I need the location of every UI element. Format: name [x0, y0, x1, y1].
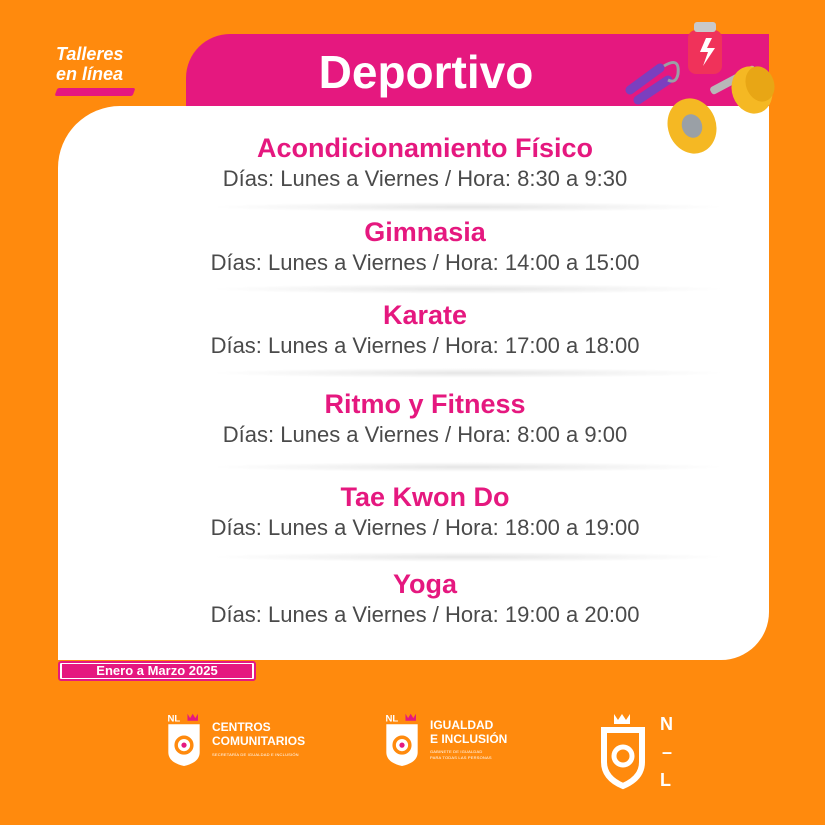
igualdad-inclusion-logo [382, 712, 507, 766]
water-bottle-icon [688, 22, 722, 74]
separator [208, 552, 728, 562]
logo-line-1: CENTROS [212, 720, 271, 734]
class-schedule: Días: Lunes a Viernes / Hora: 17:00 a 18:00 [210, 333, 640, 358]
list-item [58, 299, 792, 361]
list-item [58, 132, 792, 194]
logo-nl: NL [385, 713, 399, 725]
list-item [58, 568, 792, 630]
class-schedule: Días: Lunes a Viernes / Hora: 18:00 a 19:00 [210, 515, 640, 540]
class-schedule: Días: Lunes a Viernes / Hora: 19:00 a 20:00 [210, 602, 640, 627]
class-name: Karate [382, 300, 468, 330]
separator [208, 202, 728, 212]
logo-subtitle: GABINETE DE IGUALDAD [430, 748, 483, 754]
logo-line-2: E INCLUSIÓN [430, 731, 508, 746]
list-item [58, 388, 792, 450]
page-title: Deportivo [318, 46, 534, 98]
class-schedule: Días: Lunes a Viernes / Hora: 8:00 a 9:00 [222, 422, 628, 447]
centros-comunitarios-logo [164, 712, 305, 766]
shield-icon [164, 712, 204, 766]
nl-letter-n: N [660, 714, 673, 734]
logo-line-1: IGUALDAD [430, 717, 494, 732]
separator [208, 284, 728, 294]
separator [208, 368, 728, 378]
shield-icon [382, 712, 422, 766]
list-item [58, 216, 792, 278]
brand-line-2: en línea [56, 64, 124, 84]
separator [208, 462, 728, 472]
brand-underline [55, 88, 136, 96]
logo-nl: NL [167, 713, 181, 725]
class-name: Gimnasia [364, 217, 486, 247]
period-label: Enero a Marzo 2025 [62, 664, 252, 678]
brand-line-1: Talleres [56, 44, 124, 64]
hand-grip-icon [630, 62, 678, 100]
class-schedule: Días: Lunes a Viernes / Hora: 14:00 a 15:00 [210, 250, 640, 275]
logo-subtitle: SECRETARÍA DE IGUALDAD E INCLUSIÓN [212, 752, 299, 757]
class-name: Ritmo y Fitness [324, 389, 526, 419]
class-name: Yoga [392, 569, 457, 599]
class-name: Acondicionamiento Físico [256, 133, 594, 163]
nl-dash: – [662, 742, 673, 762]
logo-line-2: COMUNITARIOS [212, 734, 306, 748]
nl-logo-icon [598, 710, 688, 790]
class-schedule: Días: Lunes a Viernes / Hora: 8:30 a 9:30 [222, 166, 628, 191]
class-name: Tae Kwon Do [340, 482, 510, 512]
list-item [58, 481, 792, 543]
brand-tag [56, 44, 134, 96]
nl-letter-l: L [660, 770, 671, 790]
period-badge [58, 661, 256, 681]
logo-subtitle-2: PARA TODAS LAS PERSONAS [430, 754, 492, 760]
